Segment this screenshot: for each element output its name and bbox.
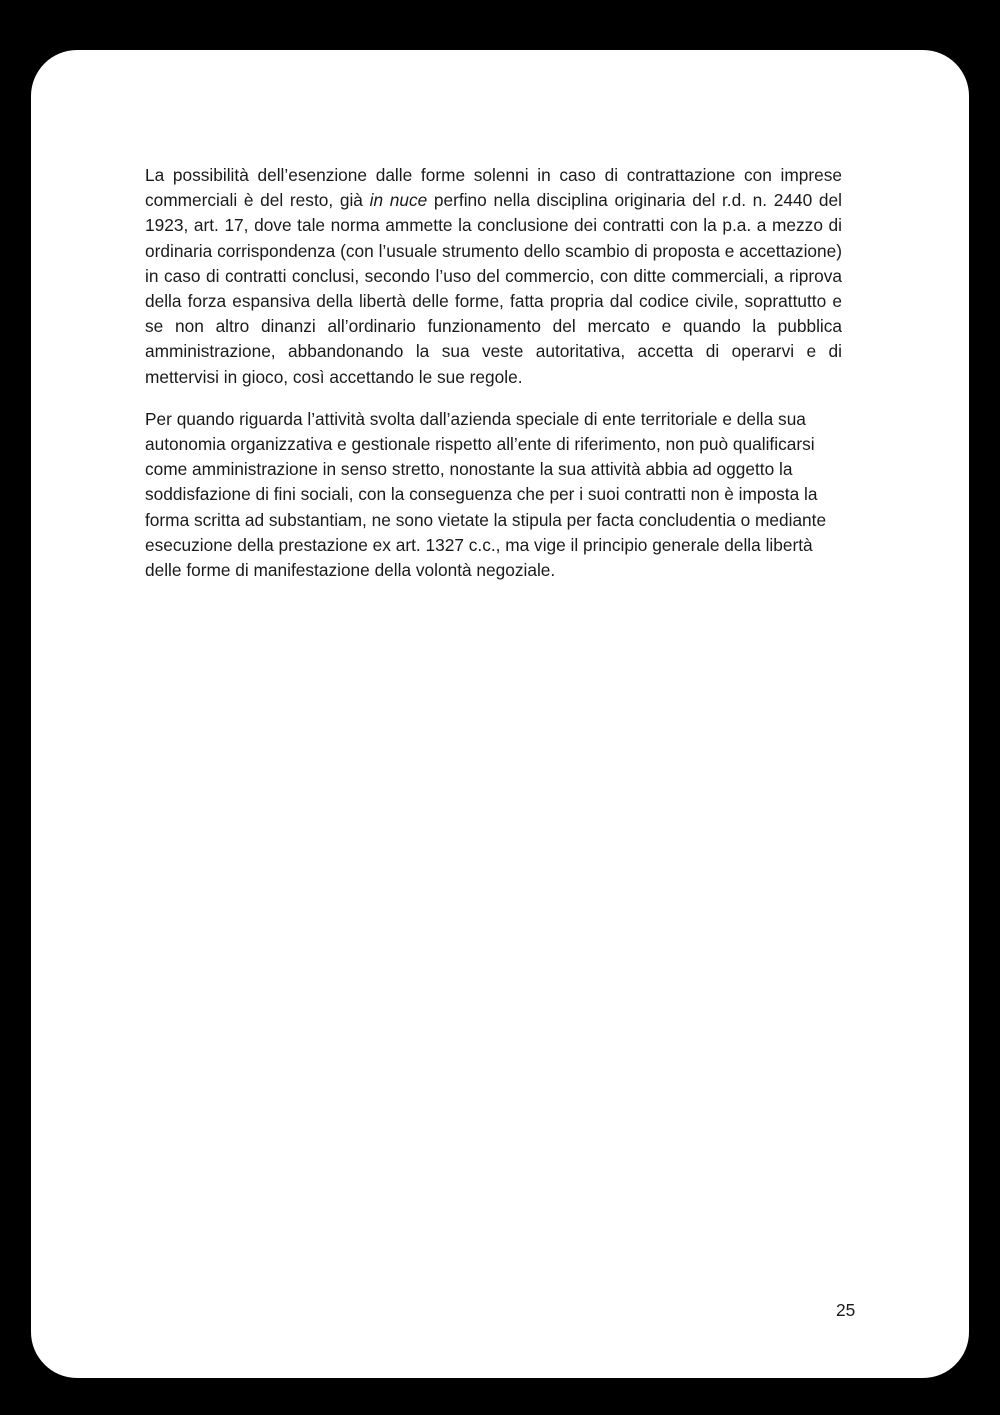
- paragraph-1-text-end: perfino nella disciplina originaria del r.d. n. 2440 del 1923, art. 17, dove tale norma ammette la conclusione dei contratti con la p.a. a mezzo di ordinaria corrispondenza (con l’usuale strumento dello scambio di proposta e accettazione) in caso di contratti conclusi, secondo l’uso del commercio, con ditte commerciali, a riprova della forza espansiva della libertà delle forme, fatta propria dal codice civile, soprattutto e se non altro dinanzi all’ordinario funzionamento del mercato e quando la pubblica amministrazione, abbandonando la sua veste autoritativa, accetta di operarvi e di mettervisi in gioco, così accettando le sue regole.: [145, 190, 842, 387]
- paragraph-1-italic-phrase: in nuce: [369, 190, 428, 211]
- paragraph-1: [145, 163, 842, 390]
- paragraph-1-text-start: La possibilità dell’esenzione dalle forme solenni in caso di contrattazione con imprese commerciali è del resto, già: [145, 165, 842, 211]
- paragraph-2: Per quando riguarda l’attività svolta dall’azienda speciale di ente territoriale e della sua autonomia organizzativa e gestionale rispetto all’ente di riferimento, non può qualificarsi come amministrazione in senso stretto, nonostante la sua attività abbia ad oggetto la soddisfazione di fini sociali, con la conseguenza che per i suoi contratti non è imposta la forma scritta ad substantiam, ne sono vietate la stipula per facta concludentia o mediante esecuzione della prestazione ex art. 1327 c.c., ma vige il principio generale della libertà delle forme di manifestazione della volontà negoziale.: [145, 408, 827, 581]
- page-number: 25: [836, 1300, 856, 1320]
- document-page: [31, 50, 969, 1378]
- body-text: [145, 163, 842, 583]
